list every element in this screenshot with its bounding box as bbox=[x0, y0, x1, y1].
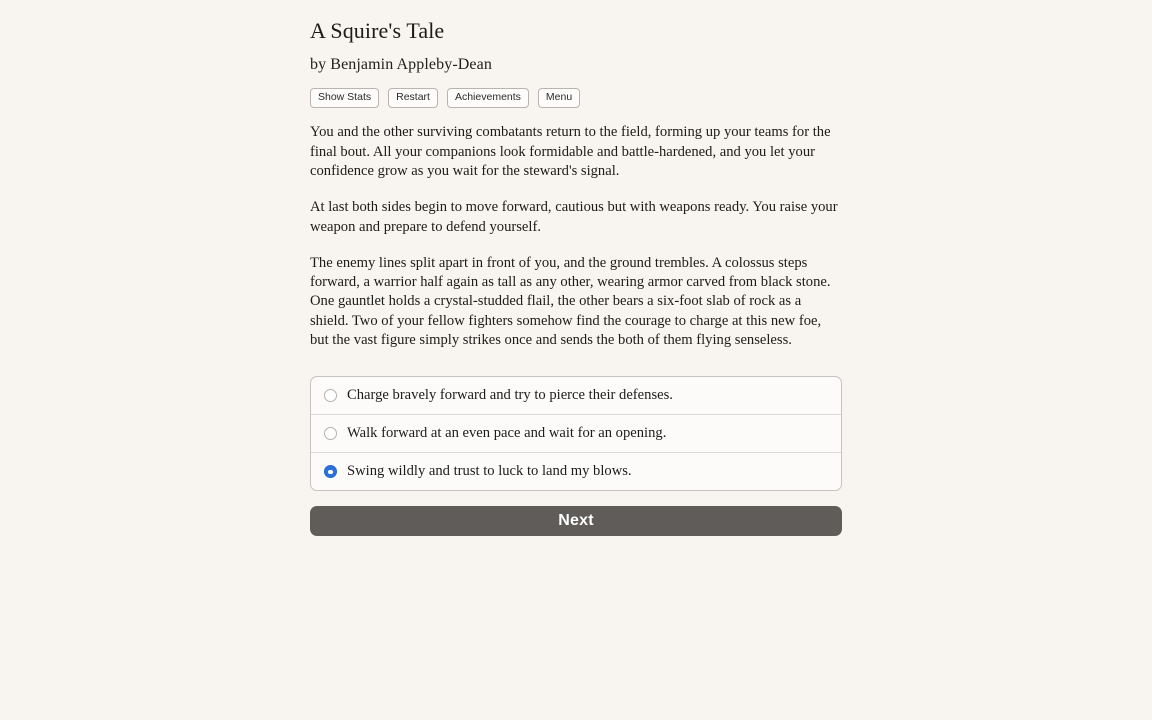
choice-option[interactable] bbox=[311, 414, 841, 452]
author-byline: by Benjamin Appleby-Dean bbox=[310, 56, 492, 74]
next-button[interactable]: Next bbox=[310, 506, 842, 536]
radio-selected-icon[interactable] bbox=[324, 465, 337, 478]
choice-list bbox=[310, 376, 842, 491]
story-paragraph: At last both sides begin to move forward, cautious but with weapons ready. You raise your weapon and prepare to defend yourself. bbox=[310, 199, 838, 235]
achievements-button[interactable]: Achievements bbox=[447, 88, 529, 108]
choice-option[interactable] bbox=[311, 377, 841, 414]
choice-label: Swing wildly and trust to luck to land my blows. bbox=[347, 463, 632, 480]
content-column bbox=[310, 0, 842, 536]
radio-icon[interactable] bbox=[324, 427, 337, 440]
restart-button[interactable]: Restart bbox=[388, 88, 438, 108]
page-title: A Squire's Tale bbox=[310, 18, 445, 43]
radio-icon[interactable] bbox=[324, 389, 337, 402]
story-paragraph: The enemy lines split apart in front of you, and the ground trembles. A colossus steps forward, a warrior half again as tall as any other, wearing armor carved from black stone. One gauntlet holds a crystal-studded flail, the other bears a six-foot slab of rock as a shield. Two of your fellow fighters somehow find the courage to charge at this new foe, but the vast figure simply strikes once and sends the both of them flying senseless. bbox=[310, 254, 831, 349]
story-paragraph: You and the other surviving combatants return to the field, forming up your teams for the final bout. All your companions look formidable and battle-hardened, and you let your confidence grow as you wait for the steward's signal. bbox=[310, 124, 831, 179]
story-text bbox=[310, 123, 842, 350]
menu-button[interactable]: Menu bbox=[538, 88, 580, 108]
show-stats-button[interactable]: Show Stats bbox=[310, 88, 379, 108]
toolbar bbox=[310, 89, 842, 106]
choice-option[interactable] bbox=[311, 452, 841, 490]
choice-label: Charge bravely forward and try to pierce their defenses. bbox=[347, 387, 673, 404]
choice-label: Walk forward at an even pace and wait for an opening. bbox=[347, 425, 667, 442]
